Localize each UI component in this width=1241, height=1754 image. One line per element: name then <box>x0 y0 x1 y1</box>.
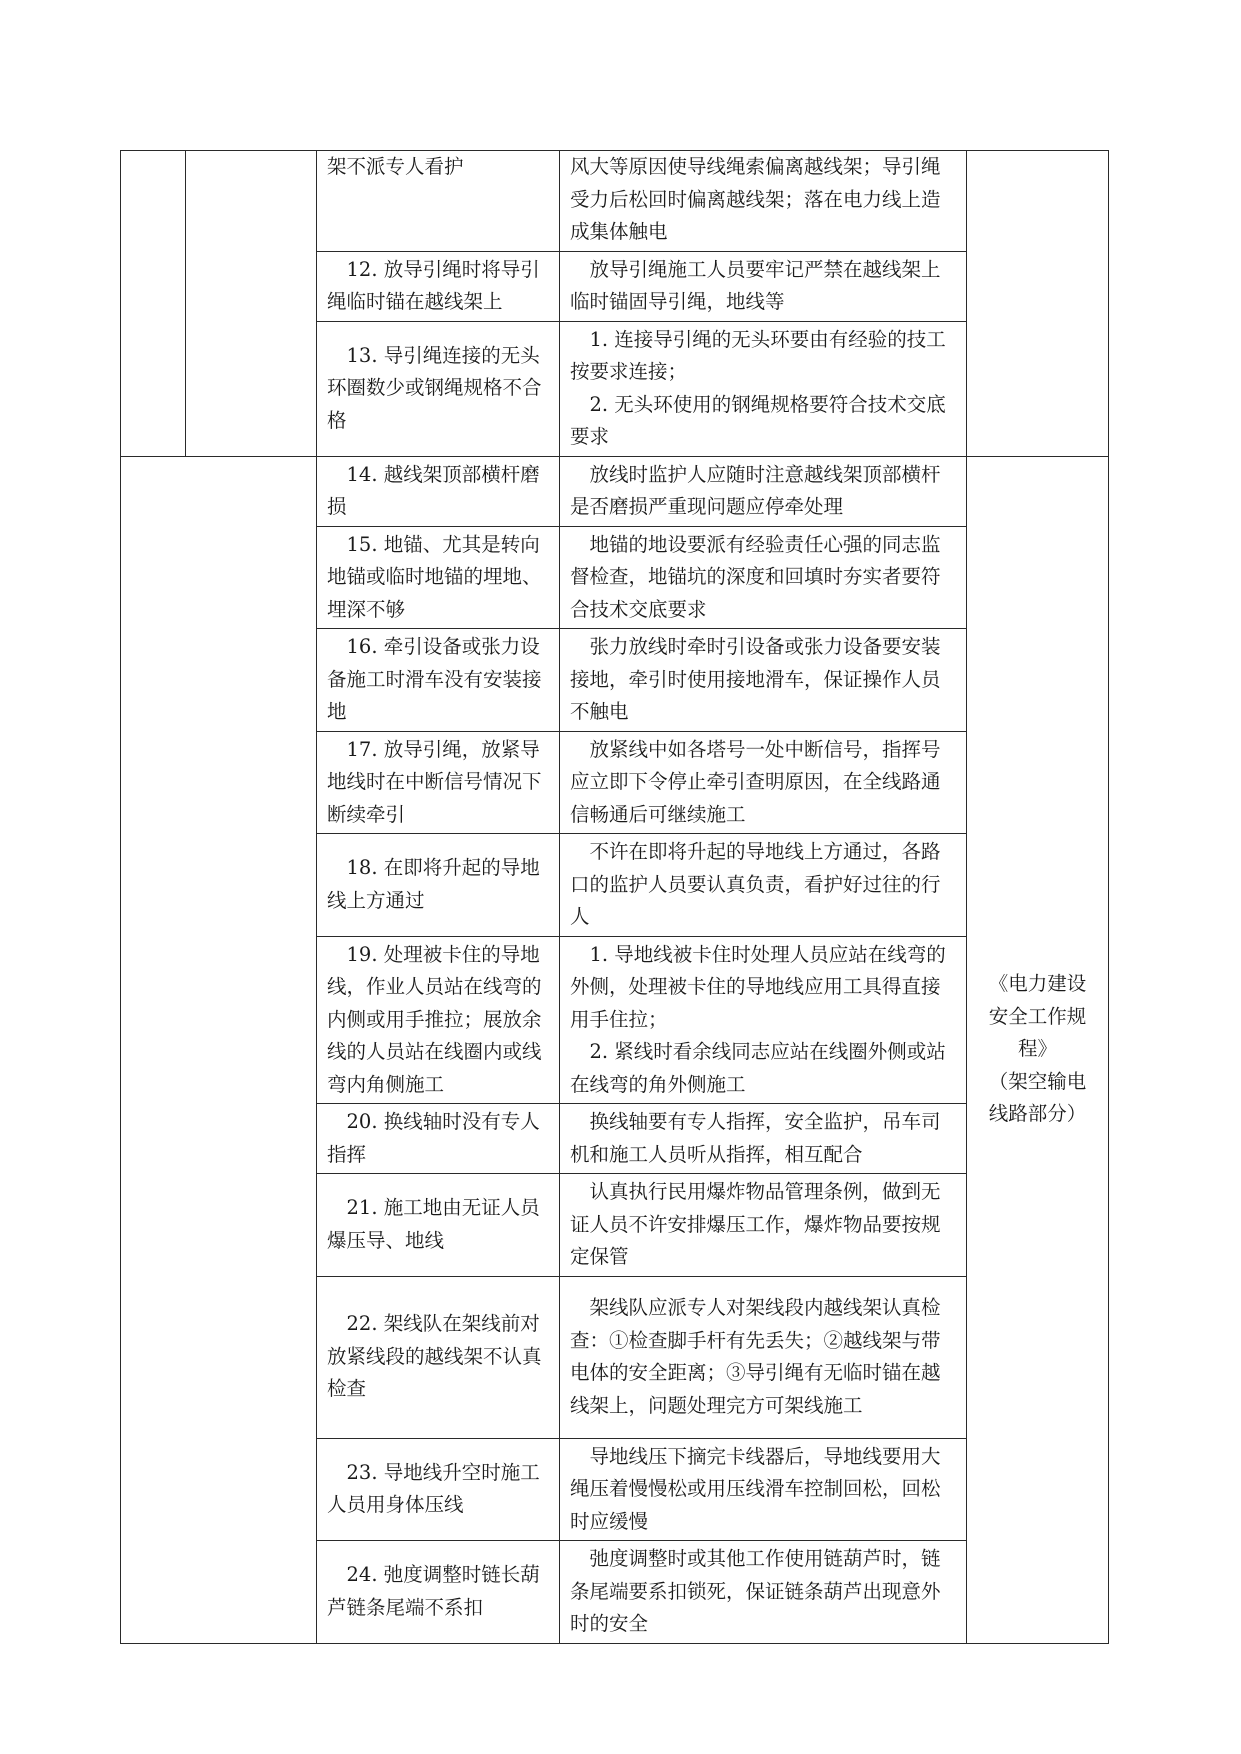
measure-text: 风大等原因使导线绳索偏离越线架；导引绳受力后松回时偏离越线架；落在电力线上造成集体触电 <box>570 155 941 243</box>
regulation-basis-cell <box>967 456 1109 1643</box>
measure-cell <box>560 1276 967 1438</box>
regulation-basis-line: 线路部分） <box>988 1102 1087 1126</box>
hazard-cell: 24. 弛度调整时链长葫芦链条尾端不系扣 <box>317 1541 560 1644</box>
hazard-cell: 16. 牵引设备或张力设备施工时滑车没有安装接地 <box>317 629 560 732</box>
measure-text: 1. 导地线被卡住时处理人员应站在线弯的外侧，处理被卡住的导地线应用工具得直接用手住拉； <box>570 942 946 1031</box>
measure-text: 地锚的地设要派有经验责任心强的同志监督检查，地锚坑的深度和回填时夯实者要符合技术交底要求 <box>570 532 941 621</box>
measure-text: 放线时监护人应随时注意越线架顶部横杆是否磨损严重现问题应停牵处理 <box>570 462 941 518</box>
measure-cell <box>560 1104 967 1174</box>
measure-text: 2. 无头环使用的钢绳规格要符合技术交底要求 <box>570 392 946 448</box>
hazard-cell: 22. 架线队在架线前对放紧线段的越线架不认真检查 <box>317 1276 560 1438</box>
measure-cell <box>560 1174 967 1277</box>
measure-text: 张力放线时牵时引设备或张力设备要安装接地，牵引时使用接地滑车，保证操作人员不触电 <box>570 635 941 723</box>
measure-cell <box>560 936 967 1104</box>
table-row <box>121 151 1109 252</box>
regulation-basis-line: 安全工作规 <box>988 1004 1087 1028</box>
empty-cell <box>121 456 317 1643</box>
hazard-cell: 23. 导地线升空时施工人员用身体压线 <box>317 1438 560 1541</box>
measure-text: 认真执行民用爆炸物品管理条例，做到无证人员不许安排爆压工作，爆炸物品要按规定保管 <box>570 1180 941 1268</box>
measure-text: 放导引绳施工人员要牢记严禁在越线架上临时锚固导引绳，地线等 <box>570 257 941 313</box>
measure-cell <box>560 321 967 456</box>
hazard-cell: 13. 导引绳连接的无头环圈数少或钢绳规格不合格 <box>317 321 560 456</box>
measure-cell <box>560 1541 967 1644</box>
regulation-basis-line: 《电力建设 <box>988 972 1087 996</box>
hazard-cell: 15. 地锚、尤其是转向地锚或临时地锚的埋地、埋深不够 <box>317 526 560 629</box>
measure-cell <box>560 1438 967 1541</box>
hazard-cell: 18. 在即将升起的导地线上方通过 <box>317 834 560 937</box>
measure-cell <box>560 834 967 937</box>
regulation-basis-line: （架空输电 <box>988 1069 1087 1093</box>
measure-text: 弛度调整时或其他工作使用链葫芦时，链条尾端要系扣锁死，保证链条葫芦出现意外时的安全 <box>570 1547 941 1635</box>
measure-text: 换线轴要有专人指挥，安全监护，吊车司机和施工人员听从指挥，相互配合 <box>570 1110 941 1166</box>
regulation-basis-line: 程》 <box>1017 1037 1057 1061</box>
measure-cell <box>560 251 967 321</box>
hazard-cell: 14. 越线架顶部横杆磨损 <box>317 456 560 526</box>
hazard-cell: 17. 放导引绳，放紧导地线时在中断信号情况下断续牵引 <box>317 731 560 834</box>
measure-cell <box>560 731 967 834</box>
empty-cell <box>967 151 1109 457</box>
measure-text: 1. 连接导引绳的无头环要由有经验的技工按要求连接； <box>570 327 946 383</box>
empty-cell <box>121 151 186 457</box>
measure-cell <box>560 456 967 526</box>
empty-cell <box>186 151 317 457</box>
hazard-cell: 12. 放导引绳时将导引绳临时锚在越线架上 <box>317 251 560 321</box>
table-row <box>121 456 1109 526</box>
measure-text: 导地线压下摘完卡线器后，导地线要用大绳压着慢慢松或用压线滑车控制回松，回松时应缓慢 <box>570 1444 941 1533</box>
measure-text: 放紧线中如各塔号一处中断信号，指挥号应立即下令停止牵引查明原因，在全线路通信畅通后可继续施工 <box>570 737 941 826</box>
measure-text: 架线队应派专人对架线段内越线架认真检查：①检查脚手杆有先丢失；②越线架与带电体的安全距离；③导引绳有无临时锚在越线架上，问题处理完方可架线施工 <box>570 1296 941 1417</box>
measure-cell <box>560 629 967 732</box>
hazard-cell: 20. 换线轴时没有专人指挥 <box>317 1104 560 1174</box>
hazard-measures-table <box>120 150 1109 1644</box>
measure-text: 不许在即将升起的导地线上方通过，各路口的监护人员要认真负责，看护好过往的行人 <box>570 840 941 928</box>
hazard-cell: 21. 施工地由无证人员爆压导、地线 <box>317 1174 560 1277</box>
hazard-cell: 19. 处理被卡住的导地线，作业人员站在线弯的内侧或用手推拉；展放余线的人员站在线圈内或线弯内角侧施工 <box>317 936 560 1104</box>
hazard-cell: 架不派专人看护 <box>317 151 560 252</box>
measure-text: 2. 紧线时看余线同志应站在线圈外侧或站在线弯的角外侧施工 <box>570 1040 946 1096</box>
measure-cell <box>560 526 967 629</box>
measure-cell <box>560 151 967 252</box>
